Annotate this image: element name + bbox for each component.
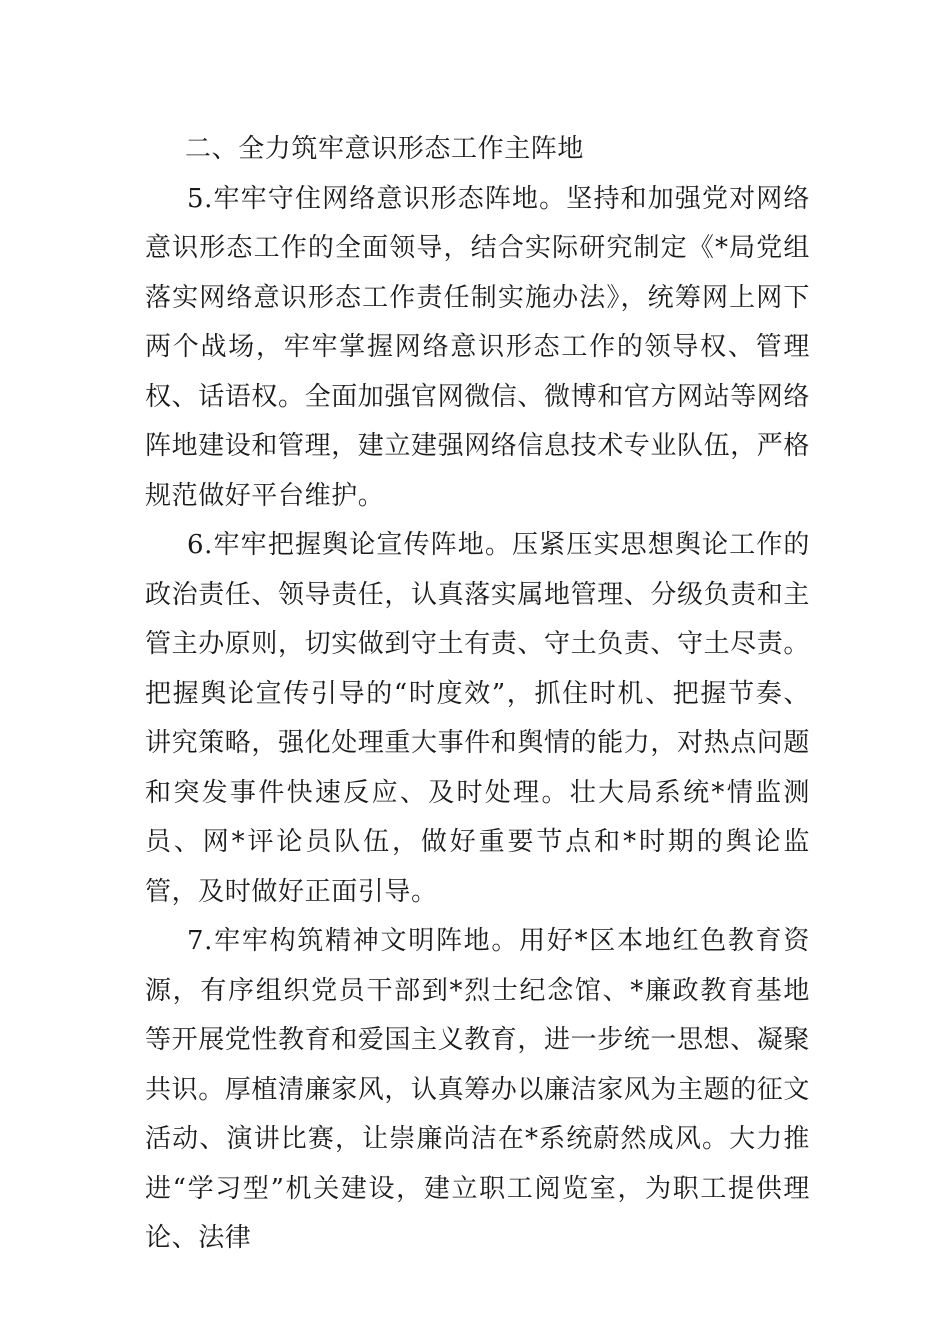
section-heading: 二、全力筑牢意识形态工作主阵地 <box>185 134 585 164</box>
paragraph-5: 5.牢牢守住网络意识形态阵地。坚持和加强党对网络意识形态工作的全面领导，结合实际研究制定《*局党组落实网络意识形态工作责任制实施办法》，统筹网上网下两个战场，牢牢掌握网络意识形态工作的领导权、管理权、话语权。全面加强官网微信、微博和官方网站等网络阵地建设和管理，建立建强网络信息技术专业队伍，严格规范做好平台维护。 <box>145 183 811 511</box>
paragraph-7: 7.牢牢构筑精神文明阵地。用好*区本地红色教育资源，有序组织党员干部到*烈士纪念馆、*廉政教育基地等开展党性教育和爱国主义教育，进一步统一思想、凝聚共识。厚植清廉家风，认真筹办以廉洁家风为主题的征文活动、演讲比赛，让崇廉尚洁在*系统蔚然成风。大力推进“学习型”机关建设，建立职工阅览室，为职工提供理论、法律 <box>145 926 811 1253</box>
document-body <box>145 125 810 1264</box>
paragraph-6: 6.牢牢把握舆论宣传阵地。压紧压实思想舆论工作的政治责任、领导责任，认真落实属地管理、分级负责和主管主办原则，切实做到守土有责、守土负责、守土尽责。把握舆论宣传引导的“时度效”，抓住时机、把握节奏、讲究策略，强化处理重大事件和舆情的能力，对热点问题和突发事件快速反应、及时处理。壮大局系统*情监测员、网*评论员队伍，做好重要节点和*时期的舆论监管，及时做好正面引导。 <box>145 530 811 907</box>
